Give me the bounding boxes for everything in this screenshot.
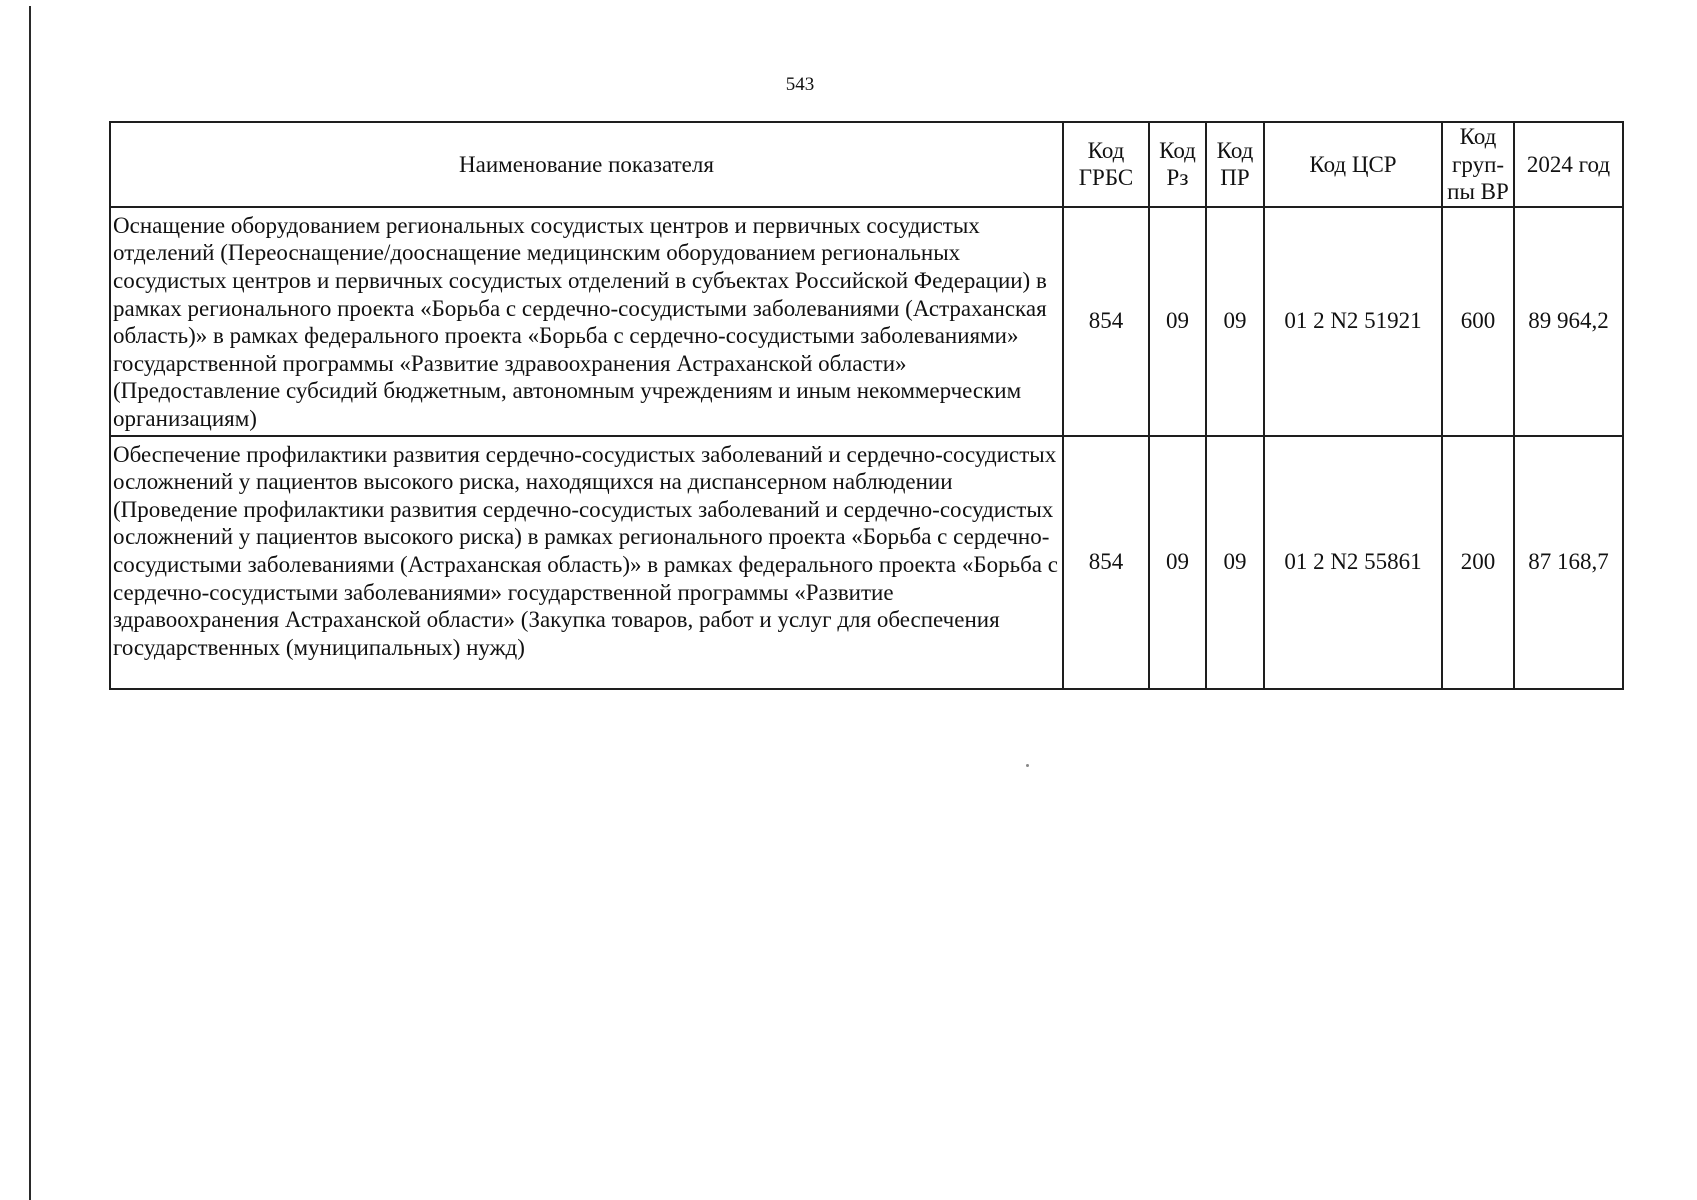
row-year-cell: 89 964,2 [1514,207,1623,436]
header-pr: Код ПР [1206,122,1264,207]
row-name-cell: Обеспечение профилактики развития сердечно-сосудистых заболеваний и сердечно-сосудистых осложнений у пациентов высокого риска, находящихся на диспансерном наблюдении (Проведение профилактики развития сердечно-сосудистых заболеваний и сердечно-сосудистых осложнений у пациентов высокого риска) в рамках регионального проекта «Борьба с сердечно-сосудистыми заболеваниями (Астраханская область)» в рамках федерального проекта «Борьба с сердечно-сосудистыми заболеваниями» государственной программы «Развитие здравоохранения Астраханской области» (Закупка товаров, работ и услуг для обеспечения государственных (муниципальных) нужд) [110,436,1063,689]
row-year-cell: 87 168,7 [1514,436,1623,689]
row-rz-cell: 09 [1149,207,1206,436]
table-row [110,207,1623,436]
table-row [110,436,1623,689]
left-margin-line [29,6,31,1200]
budget-table [109,121,1624,690]
header-name: Наименование показателя [110,122,1063,207]
row-grbs-cell: 854 [1063,207,1149,436]
scan-speck [1026,764,1029,767]
row-vr-cell: 200 [1442,436,1514,689]
header-rz: Код Рз [1149,122,1206,207]
row-vr-cell: 600 [1442,207,1514,436]
header-grbs: Код ГРБС [1063,122,1149,207]
row-name-cell: Оснащение оборудованием региональных сосудистых центров и первичных сосудистых отделений (Переоснащение/дооснащение медицинским оборудованием региональных сосудистых центров и первичных сосудистых отделений в субъектах Российской Федерации) в рамках регионального проекта «Борьба с сердечно-сосудистыми заболеваниями (Астраханская область)» в рамках федерального проекта «Борьба с сердечно-сосудистыми заболеваниями» государственной программы «Развитие здравоохранения Астраханской области» (Предоставление субсидий бюджетным, автономным учреждениям и иным некоммерческим организациям) [110,207,1063,436]
row-csr-cell: 01 2 N2 55861 [1264,436,1442,689]
row-csr-cell: 01 2 N2 51921 [1264,207,1442,436]
table-header-row [110,122,1623,207]
row-rz-cell: 09 [1149,436,1206,689]
header-csr: Код ЦСР [1264,122,1442,207]
row-grbs-cell: 854 [1063,436,1149,689]
page-number: 543 [785,74,815,95]
header-vr: Код груп-пы ВР [1442,122,1514,207]
row-pr-cell: 09 [1206,207,1264,436]
row-pr-cell: 09 [1206,436,1264,689]
header-year: 2024 год [1514,122,1623,207]
